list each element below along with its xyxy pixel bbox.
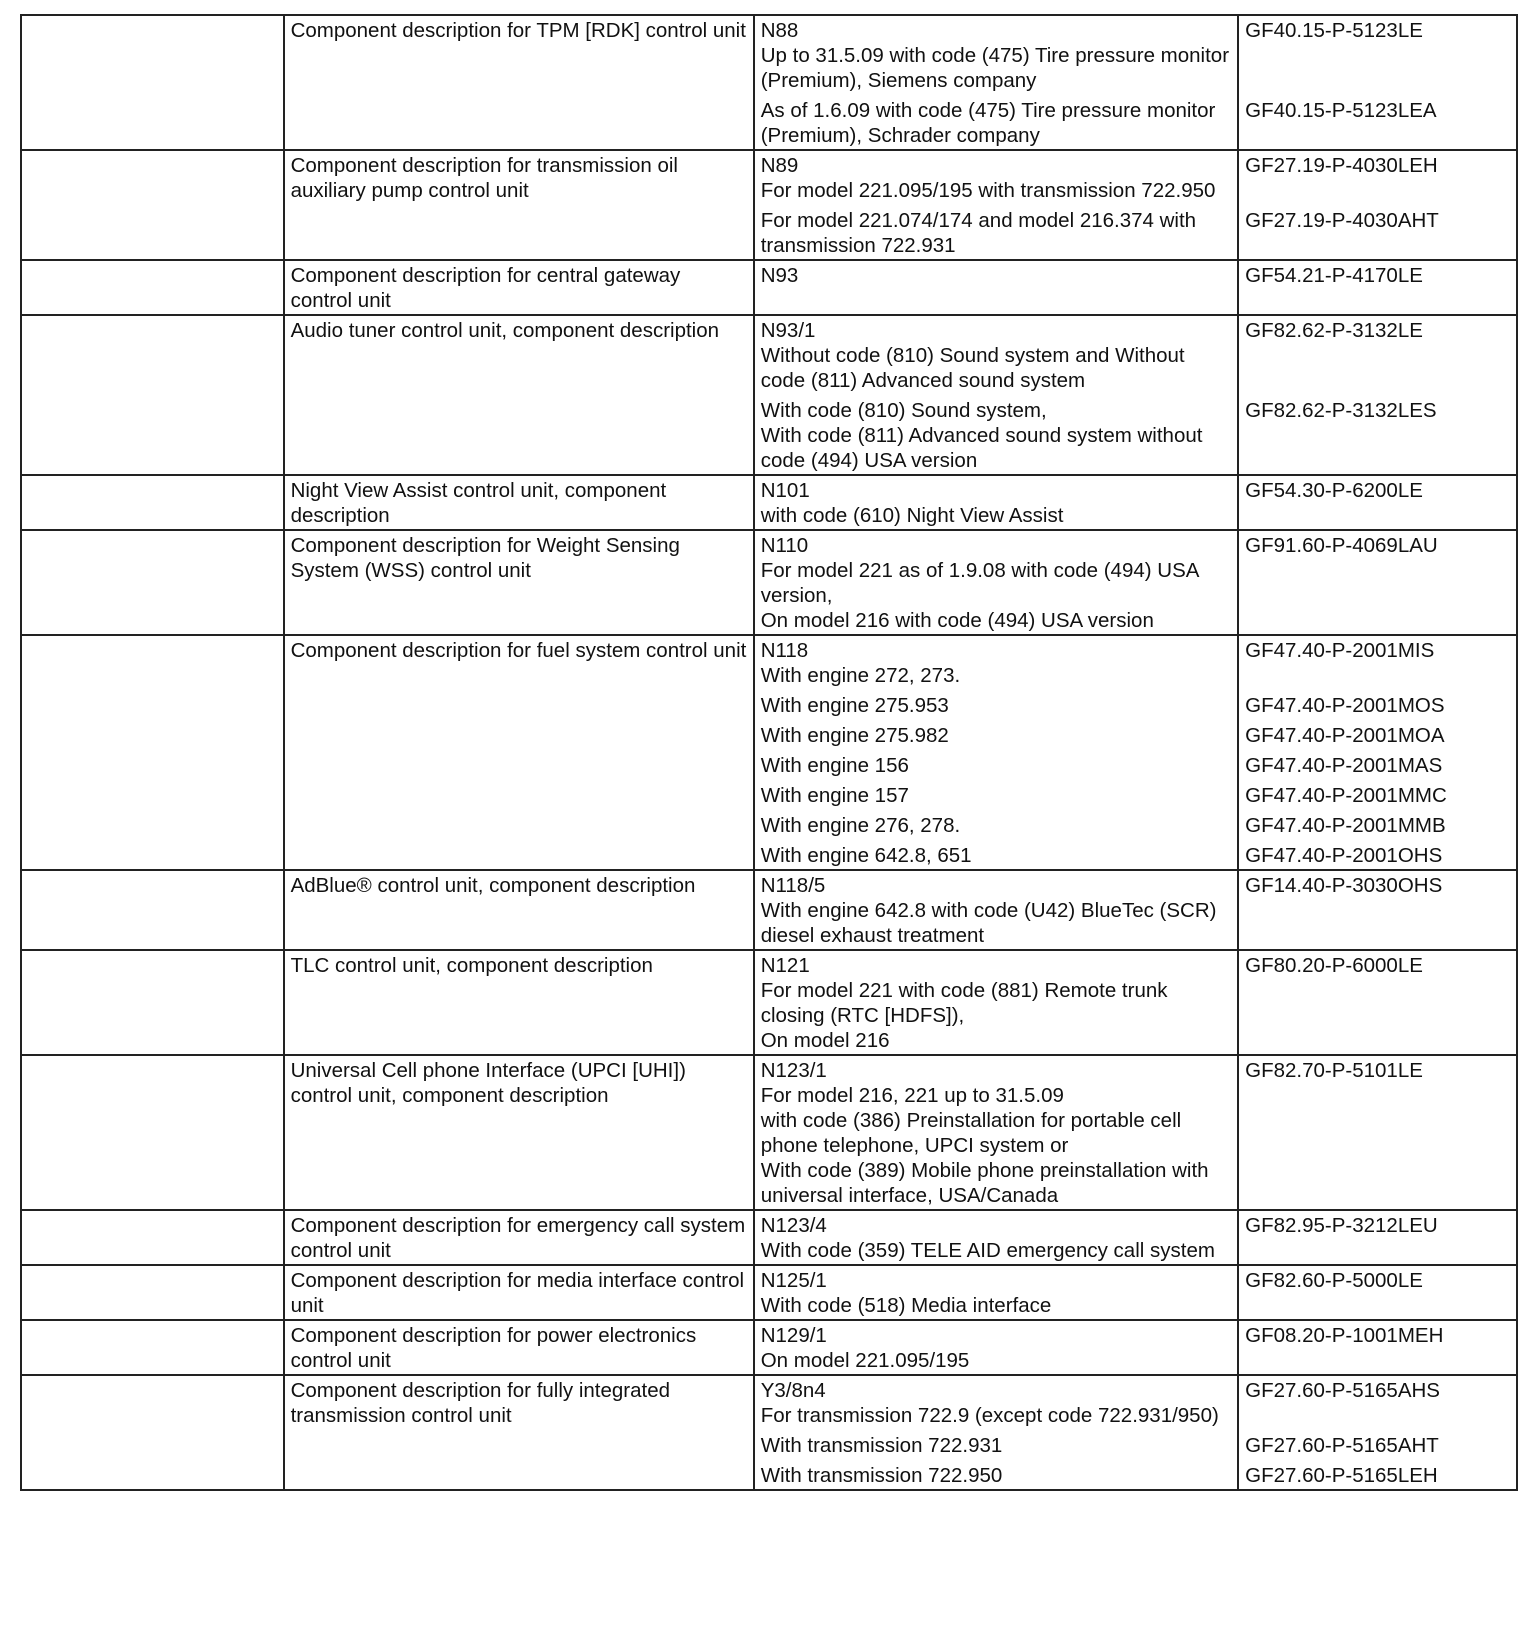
reference-cell: [1238, 1375, 1517, 1490]
document-reference-link[interactable]: GF08.20-P-1001MEH: [1245, 1324, 1444, 1347]
condition-text: N123/4 With code (359) TELE AID emergency call system: [760, 1214, 1215, 1262]
condition-cell: [754, 1265, 1238, 1320]
component-description: AdBlue® control unit, component description: [290, 874, 696, 897]
table-row: [21, 150, 1517, 260]
empty-cell: [21, 150, 284, 260]
reference-cell: [1238, 475, 1517, 530]
document-reference-link[interactable]: GF47.40-P-2001MMC: [1245, 784, 1447, 807]
table-row: [21, 1210, 1517, 1265]
reference-cell: [1238, 530, 1517, 635]
description-cell: [284, 1375, 754, 1490]
document-reference-link[interactable]: GF27.19-P-4030LEH: [1245, 154, 1438, 177]
condition-text: Y3/8n4 For transmission 722.9 (except code 722.931/950): [760, 1379, 1219, 1427]
condition-text: N110 For model 221 as of 1.9.08 with code (494) USA version, On model 216 with code (494) USA version: [760, 534, 1199, 632]
document-reference-link[interactable]: GF82.70-P-5101LE: [1245, 1059, 1423, 1082]
document-reference-link[interactable]: GF82.62-P-3132LES: [1245, 399, 1437, 422]
document-reference-link[interactable]: GF40.15-P-5123LE: [1245, 19, 1423, 42]
empty-cell: [21, 530, 284, 635]
description-cell: [284, 475, 754, 530]
description-cell: [284, 1210, 754, 1265]
document-reference-link[interactable]: GF27.19-P-4030AHT: [1245, 209, 1439, 232]
description-cell: [284, 635, 754, 870]
condition-text: N123/1 For model 216, 221 up to 31.5.09 with code (386) Preinstallation for portable cell phone telephone, UPCI system or With code (389) Mobile phone preinstallation with universal interface, USA/Canada: [760, 1059, 1209, 1207]
condition-text: For model 221.074/174 and model 216.374 with transmission 722.931: [760, 209, 1197, 257]
condition-text: N88 Up to 31.5.09 with code (475) Tire pressure monitor (Premium), Siemens company: [760, 19, 1230, 92]
reference-cell: [1238, 635, 1517, 870]
description-cell: [284, 15, 754, 150]
table-row: [21, 950, 1517, 1055]
condition-text: With engine 642.8, 651: [760, 844, 972, 867]
description-cell: [284, 260, 754, 315]
table-row: [21, 635, 1517, 870]
empty-cell: [21, 1265, 284, 1320]
component-description: Component description for central gateway control unit: [290, 264, 681, 312]
condition-cell: [754, 260, 1238, 315]
empty-cell: [21, 950, 284, 1055]
table-row: [21, 315, 1517, 475]
document-reference-link[interactable]: GF27.60-P-5165LEH: [1245, 1464, 1438, 1487]
condition-text: N129/1 On model 221.095/195: [760, 1324, 970, 1372]
condition-text: N118 With engine 272, 273.: [760, 639, 961, 687]
table-row: [21, 15, 1517, 150]
reference-cell: [1238, 150, 1517, 260]
document-reference-link[interactable]: GF91.60-P-4069LAU: [1245, 534, 1438, 557]
component-description: Audio tuner control unit, component description: [290, 319, 720, 342]
condition-text: N93: [760, 264, 799, 287]
component-description: Component description for Weight Sensing System (WSS) control unit: [290, 534, 680, 582]
table-body: [21, 15, 1517, 1490]
component-description: Component description for emergency call system control unit: [290, 1214, 746, 1262]
condition-text: With engine 276, 278.: [760, 814, 961, 837]
description-cell: [284, 150, 754, 260]
component-description: Component description for media interface control unit: [290, 1269, 745, 1317]
condition-text: With engine 275.982: [760, 724, 949, 747]
description-cell: [284, 870, 754, 950]
empty-cell: [21, 475, 284, 530]
condition-text: N125/1 With code (518) Media interface: [760, 1269, 1052, 1317]
document-reference-link[interactable]: GF27.60-P-5165AHS: [1245, 1379, 1440, 1402]
table-row: [21, 260, 1517, 315]
empty-cell: [21, 1210, 284, 1265]
table-row: [21, 870, 1517, 950]
document-reference-link[interactable]: GF54.30-P-6200LE: [1245, 479, 1423, 502]
document-reference-link[interactable]: GF40.15-P-5123LEA: [1245, 99, 1437, 122]
document-reference-link[interactable]: GF54.21-P-4170LE: [1245, 264, 1423, 287]
condition-text: With engine 156: [760, 754, 909, 777]
empty-cell: [21, 1055, 284, 1210]
condition-cell: [754, 150, 1238, 260]
empty-cell: [21, 1320, 284, 1375]
table-row: [21, 1265, 1517, 1320]
component-description: Component description for TPM [RDK] control unit: [290, 19, 746, 42]
component-table: [20, 14, 1518, 1491]
condition-cell: [754, 1210, 1238, 1265]
condition-text: N118/5 With engine 642.8 with code (U42) BlueTec (SCR) diesel exhaust treatment: [760, 874, 1217, 947]
reference-cell: [1238, 870, 1517, 950]
description-cell: [284, 1055, 754, 1210]
condition-cell: [754, 1375, 1238, 1490]
component-description: Component description for transmission oil auxiliary pump control unit: [290, 154, 678, 202]
condition-cell: [754, 635, 1238, 870]
condition-cell: [754, 530, 1238, 635]
condition-cell: [754, 475, 1238, 530]
document-reference-link[interactable]: GF47.40-P-2001MIS: [1245, 639, 1435, 662]
component-description: Night View Assist control unit, component description: [290, 479, 667, 527]
reference-cell: [1238, 260, 1517, 315]
condition-cell: [754, 950, 1238, 1055]
description-cell: [284, 950, 754, 1055]
table-row: [21, 475, 1517, 530]
document-reference-link[interactable]: GF27.60-P-5165AHT: [1245, 1434, 1439, 1457]
component-description: Component description for fuel system control unit: [290, 639, 747, 662]
document-reference-link[interactable]: GF47.40-P-2001MOS: [1245, 694, 1445, 717]
condition-text: With engine 157: [760, 784, 909, 807]
condition-text: N101 with code (610) Night View Assist: [760, 479, 1064, 527]
component-description: Component description for power electronics control unit: [290, 1324, 697, 1372]
condition-text: N89 For model 221.095/195 with transmission 722.950: [760, 154, 1216, 202]
condition-text: With transmission 722.931: [760, 1434, 1003, 1457]
condition-text: With transmission 722.950: [760, 1464, 1003, 1487]
condition-cell: [754, 1055, 1238, 1210]
empty-cell: [21, 315, 284, 475]
document-reference-link[interactable]: GF82.62-P-3132LE: [1245, 319, 1423, 342]
description-cell: [284, 315, 754, 475]
component-description: TLC control unit, component description: [290, 954, 653, 977]
reference-cell: [1238, 1210, 1517, 1265]
reference-cell: [1238, 315, 1517, 475]
condition-text: With code (810) Sound system, With code (811) Advanced sound system without code (494) USA version: [760, 399, 1203, 472]
empty-cell: [21, 870, 284, 950]
description-cell: [284, 1320, 754, 1375]
document-reference-link[interactable]: GF82.95-P-3212LEU: [1245, 1214, 1438, 1237]
empty-cell: [21, 260, 284, 315]
condition-text: N121 For model 221 with code (881) Remote trunk closing (RTC [HDFS]), On model 216: [760, 954, 1168, 1052]
table-row: [21, 1320, 1517, 1375]
empty-cell: [21, 15, 284, 150]
document-reference-link[interactable]: GF14.40-P-3030OHS: [1245, 874, 1443, 897]
empty-cell: [21, 635, 284, 870]
condition-text: With engine 275.953: [760, 694, 949, 717]
document-reference-link[interactable]: GF82.60-P-5000LE: [1245, 1269, 1423, 1292]
description-cell: [284, 1265, 754, 1320]
empty-cell: [21, 1375, 284, 1490]
condition-cell: [754, 315, 1238, 475]
document-reference-link[interactable]: GF47.40-P-2001OHS: [1245, 844, 1443, 867]
document-reference-link[interactable]: GF47.40-P-2001MMB: [1245, 814, 1446, 837]
reference-cell: [1238, 1055, 1517, 1210]
condition-text: N93/1 Without code (810) Sound system and Without code (811) Advanced sound system: [760, 319, 1185, 392]
condition-cell: [754, 870, 1238, 950]
reference-cell: [1238, 1320, 1517, 1375]
reference-cell: [1238, 15, 1517, 150]
document-reference-link[interactable]: GF47.40-P-2001MOA: [1245, 724, 1445, 747]
table-row: [21, 530, 1517, 635]
component-description: Component description for fully integrated transmission control unit: [290, 1379, 671, 1427]
condition-cell: [754, 1320, 1238, 1375]
reference-cell: [1238, 950, 1517, 1055]
table-row: [21, 1375, 1517, 1490]
document-reference-link[interactable]: GF47.40-P-2001MAS: [1245, 754, 1443, 777]
reference-cell: [1238, 1265, 1517, 1320]
component-description: Universal Cell phone Interface (UPCI [UHI]) control unit, component description: [290, 1059, 686, 1107]
table-row: [21, 1055, 1517, 1210]
document-reference-link[interactable]: GF80.20-P-6000LE: [1245, 954, 1423, 977]
condition-cell: [754, 15, 1238, 150]
condition-text: As of 1.6.09 with code (475) Tire pressure monitor (Premium), Schrader company: [760, 99, 1216, 147]
description-cell: [284, 530, 754, 635]
